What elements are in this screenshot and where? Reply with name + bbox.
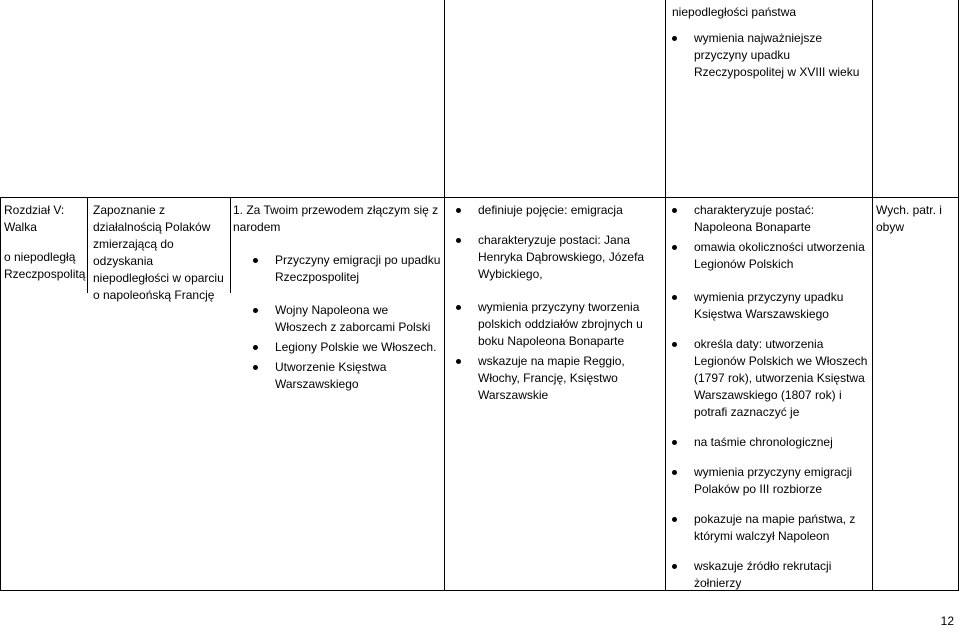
table-rule-top — [0, 197, 959, 198]
table-divider-4 — [665, 0, 666, 590]
bullet-icon — [672, 36, 677, 41]
chapter-title-line: Walka — [4, 220, 37, 234]
list-item: na taśmie chronologicznej — [672, 434, 870, 451]
bullet-icon — [672, 470, 677, 475]
bullet-icon — [672, 295, 677, 300]
lesson-heading: 1. Za Twoim przewodem złączym się z narodem — [233, 203, 439, 234]
bullet-icon — [456, 359, 461, 364]
list-item: charakteryzuje postać: Napoleona Bonaparte — [672, 202, 870, 236]
bullet-icon — [456, 305, 461, 310]
bullet-icon — [672, 440, 677, 445]
topic-text: Zapoznanie z działalnością Polaków zmierzającą do odzyskania niepodległości w oparciu o napoleońską Francję — [93, 203, 224, 302]
bullet-icon — [456, 208, 461, 213]
bullet-icon — [672, 342, 677, 347]
list-item: określa daty: utworzenia Legionów Polskich we Włoszech (1797 rok), utworzenia Księstwa Warszawskiego (1807 rok) i potrafi zaznaczyć je — [672, 336, 870, 421]
list-item: charakteryzuje postaci: Jana Henryka Dąbrowskiego, Józefa Wybickiego, — [456, 232, 662, 283]
list-item: wymienia przyczyny emigracji Polaków po III rozbiorze — [672, 464, 870, 498]
list-item: definiuje pojęcie: emigracja — [456, 202, 662, 219]
chapter-cell — [4, 202, 86, 283]
topic-cell — [93, 202, 229, 304]
list-item: Wojny Napoleona we Włoszech z zaborcami Polski — [253, 302, 441, 336]
bullet-icon — [253, 258, 258, 263]
continuation-cell — [672, 4, 870, 81]
list-item: Utworzenie Księstwa Warszawskiego — [253, 359, 441, 393]
bullet-icon — [672, 208, 677, 213]
basic-requirements-cell — [456, 202, 662, 404]
bullet-icon — [253, 345, 258, 350]
bullet-icon — [672, 517, 677, 522]
list-item: Legiony Polskie we Włoszech. — [253, 339, 441, 356]
list-item: wskazuje na mapie Reggio, Włochy, Francję, Księstwo Warszawskie — [456, 353, 662, 404]
table-divider-3 — [444, 0, 445, 590]
list-item: omawia okoliczności utworzenia Legionów Polskich — [672, 239, 870, 273]
table-divider-2 — [230, 197, 231, 293]
page-number: 12 — [940, 614, 954, 628]
bullet-icon — [672, 245, 677, 250]
notes-cell — [876, 202, 956, 236]
table-border-left — [0, 197, 1, 590]
list-item: wymienia najważniejsze przyczyny upadku Rzeczypospolitej w XVIII wieku — [672, 30, 870, 81]
content-cell — [233, 202, 441, 393]
bullet-icon — [253, 365, 258, 370]
table-border-right — [958, 0, 959, 590]
list-item: wskazuje źródło rekrutacji żołnierzy — [672, 558, 870, 592]
table-divider-5 — [872, 0, 873, 590]
list-item: pokazuje na mapie państwa, z którymi walczył Napoleon — [672, 511, 870, 545]
continuation-text: niepodległości państwa — [672, 5, 797, 19]
table-divider-1 — [87, 197, 88, 293]
extended-requirements-cell — [672, 202, 870, 592]
chapter-title-rest: o niepodległą Rzeczpospolitą — [4, 250, 86, 281]
bullet-icon — [456, 238, 461, 243]
chapter-label: Rozdział V: — [4, 203, 65, 217]
list-item: wymienia przyczyny tworzenia polskich oddziałów zbrojnych u boku Napoleona Bonaparte — [456, 299, 662, 350]
bullet-icon — [672, 564, 677, 569]
list-item: wymienia przyczyny upadku Księstwa Warszawskiego — [672, 289, 870, 323]
notes-text: Wych. patr. i obyw — [876, 203, 942, 234]
bullet-icon — [253, 308, 258, 313]
list-item: Przyczyny emigracji po upadku Rzeczpospolitej — [253, 252, 441, 286]
